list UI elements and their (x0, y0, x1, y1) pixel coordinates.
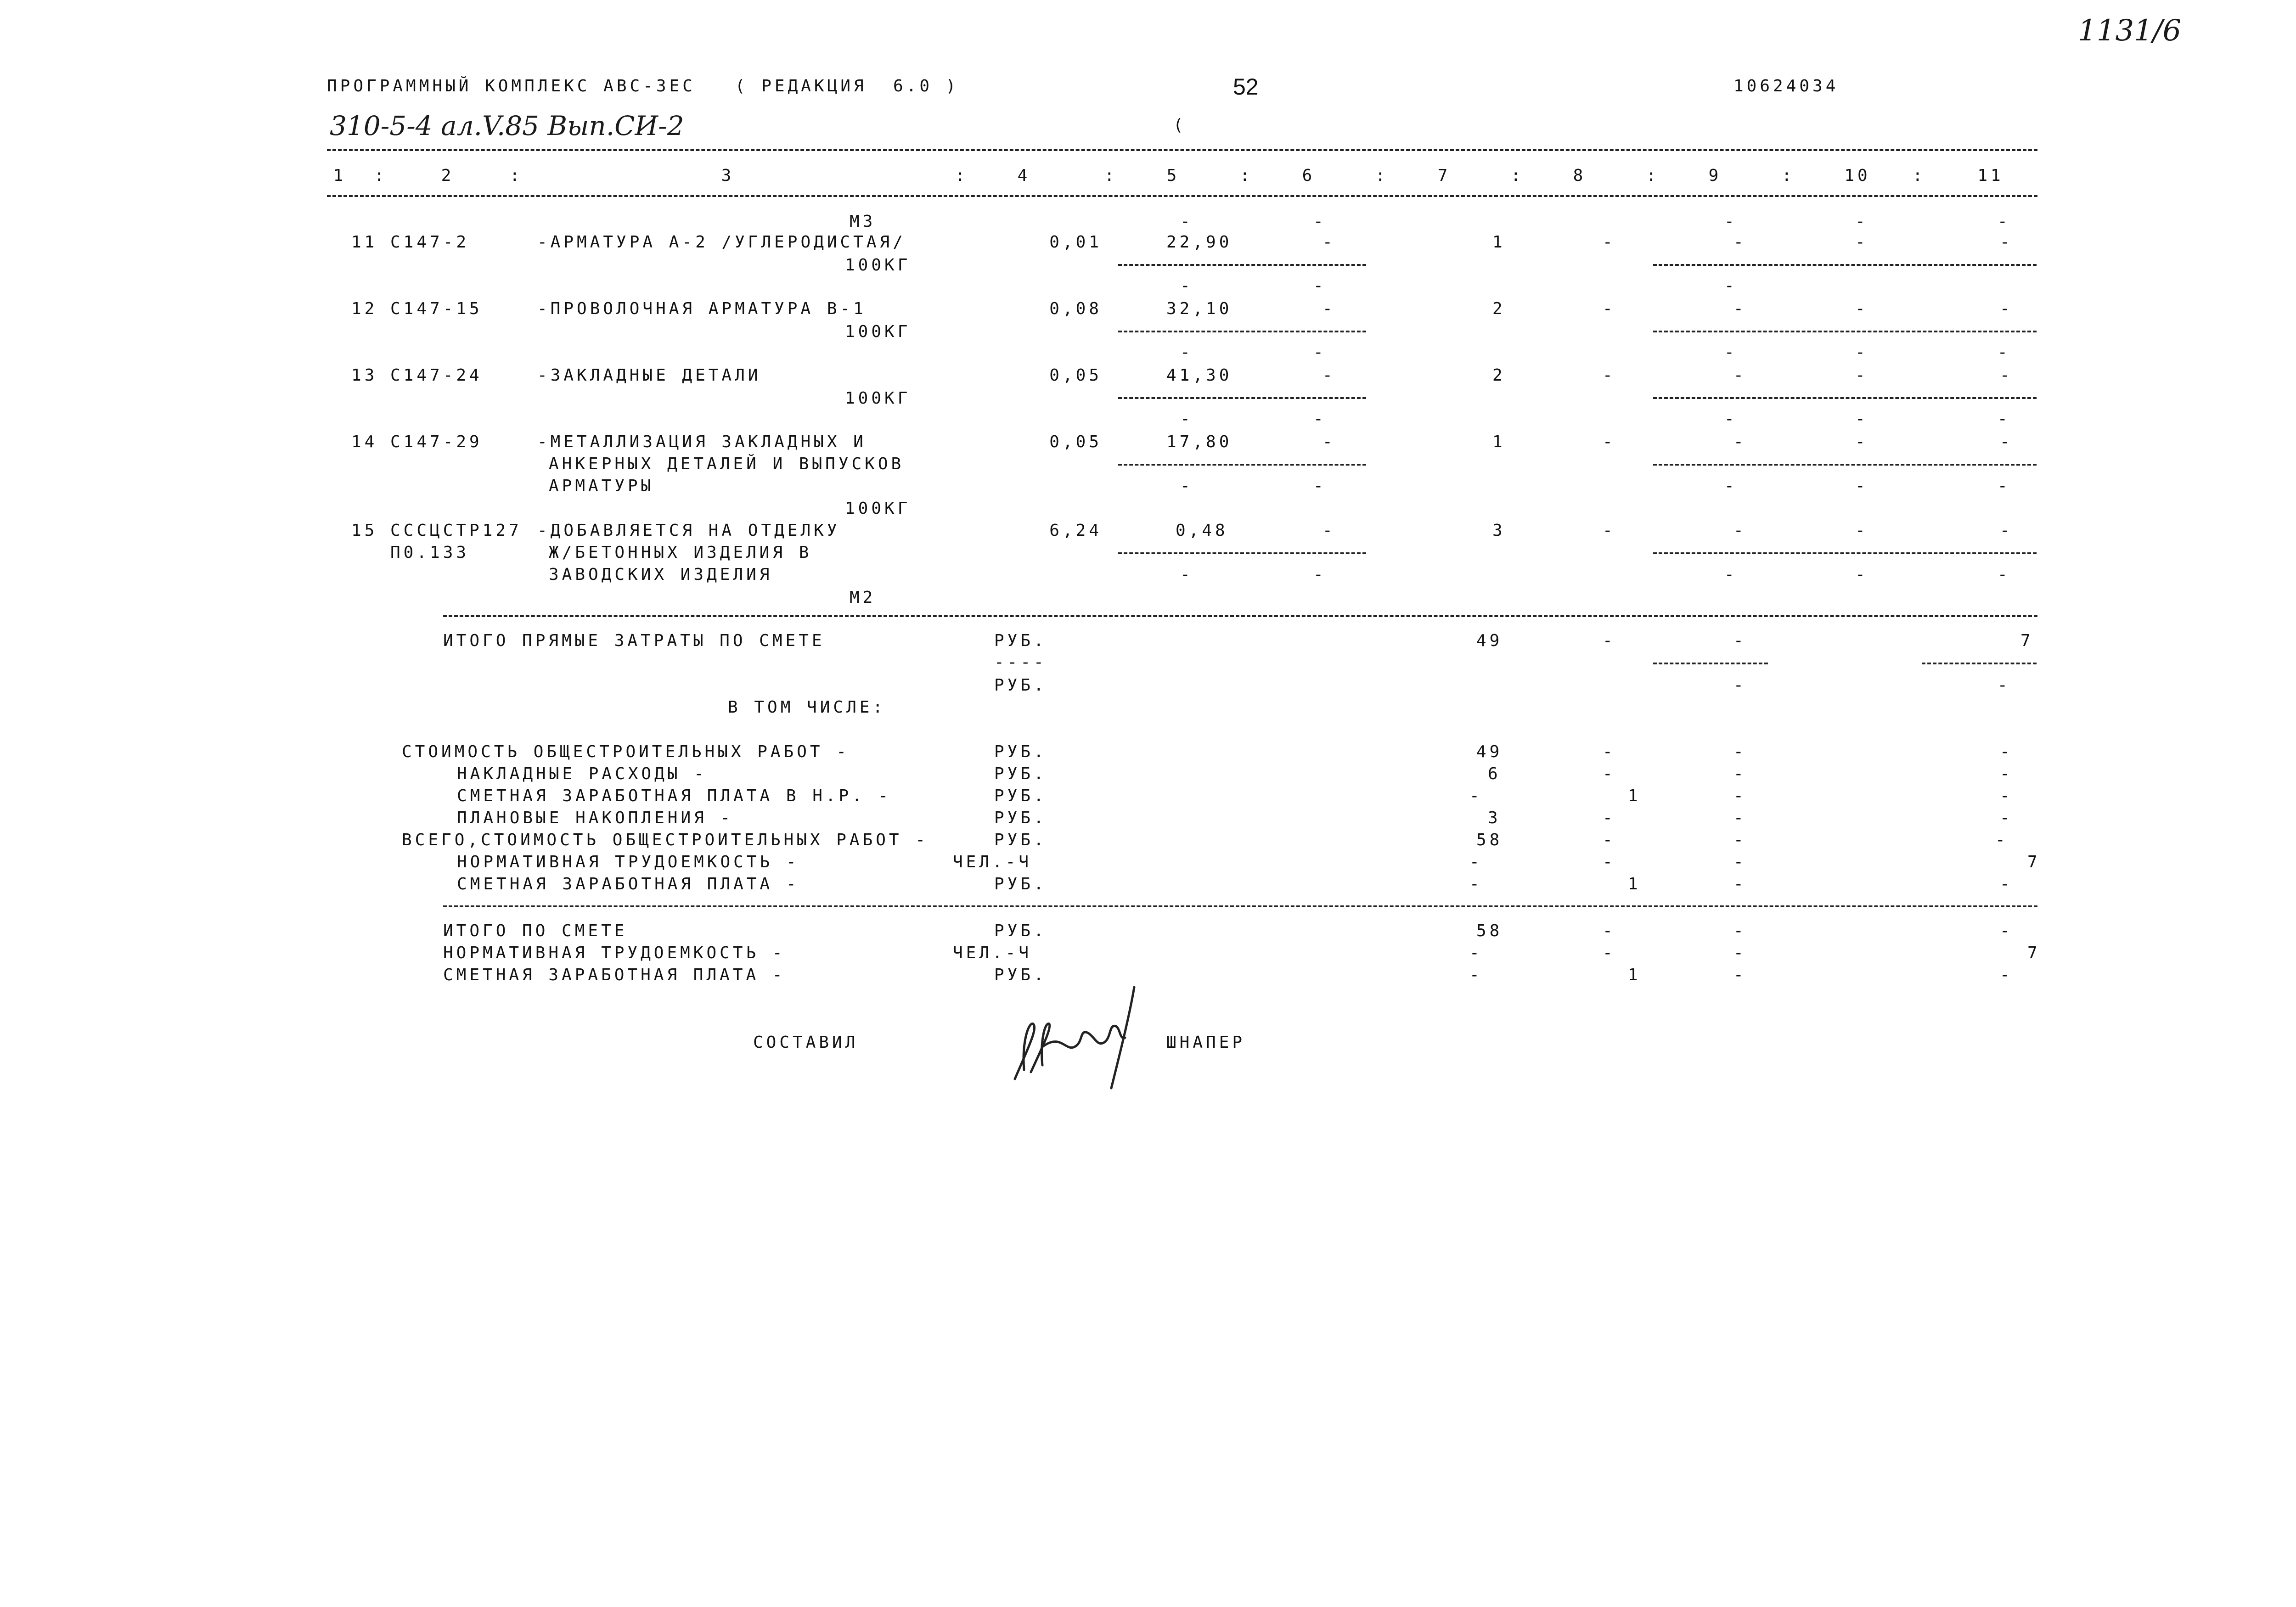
dash-mark: - (1855, 565, 1868, 584)
column-separator: : (1240, 166, 1253, 185)
summary-col7: 3 (1488, 809, 1501, 827)
dash-mark: - (1733, 631, 1747, 650)
total-unit: РУБ. (994, 966, 1047, 984)
program-title: ПРОГРАММНЫЙ КОМПЛЕКС АВС-3ЕС ( РЕДАКЦИЯ 6.0 ) (327, 77, 959, 96)
dash-mark: - (1855, 343, 1868, 362)
dash-mark: - (1603, 521, 1616, 540)
total-col8: - (1603, 944, 1616, 962)
row-col7: 3 (1492, 521, 1506, 540)
total-label: СМЕТНАЯ ЗАРАБОТНАЯ ПЛАТА - (443, 966, 786, 984)
dash-mark: - (1724, 565, 1738, 584)
column-separator: : (510, 166, 523, 185)
row-number: 15 (351, 521, 378, 540)
rule-segment (1118, 264, 1366, 266)
row-price: 32,10 (1166, 299, 1232, 318)
row-price: 0,48 (1176, 521, 1228, 540)
page-number: 52 (1233, 74, 1259, 100)
summary-col9: - (1733, 831, 1747, 849)
rule-segment (1653, 552, 2037, 554)
total-col9: - (1733, 921, 1747, 940)
rule-segment (1653, 464, 2037, 466)
row-number: 12 (351, 299, 378, 318)
stray-mark: ( (1173, 116, 1187, 135)
row-name-continued: АНКЕРНЫХ ДЕТАЛЕЙ И ВЫПУСКОВ (549, 455, 905, 473)
dash-mark: - (2000, 233, 2013, 252)
dash-mark: - (2000, 433, 2013, 451)
summary-col9: - (1733, 764, 1747, 783)
total-label: ИТОГО ПО СМЕТЕ (443, 921, 628, 940)
summary-col11: 7 (2027, 853, 2041, 871)
summary-col11: - (2000, 764, 2013, 783)
summary-col11: - (2000, 875, 2013, 893)
summary-col9: - (1733, 853, 1747, 871)
rule-segment (1653, 663, 1768, 664)
unit-label: РУБ. (994, 631, 1047, 650)
dash-mark: - (1855, 477, 1868, 495)
row-quantity: 0,08 (1049, 299, 1102, 318)
dash-mark: - (1180, 343, 1193, 362)
row-code-continued: П0.133 (390, 543, 470, 562)
total-label: НОРМАТИВНАЯ ТРУДОЕМКОСТЬ - (443, 944, 786, 962)
summary-unit: РУБ. (994, 875, 1047, 893)
dash-mark: - (1733, 433, 1747, 451)
rule-top (327, 149, 2037, 151)
summary-col11: - (2000, 742, 2013, 761)
row-code: С147-29 (390, 433, 483, 451)
dash-mark: - (1724, 276, 1738, 295)
column-header-6: 6 (1302, 166, 1316, 185)
row-name: -МЕТАЛЛИЗАЦИЯ ЗАКЛАДНЫХ И (537, 433, 867, 451)
dash-mark: - (1322, 366, 1336, 385)
dash-mark: - (1998, 410, 2011, 428)
dash-mark: - (1733, 366, 1747, 385)
summary-col7: 49 (1476, 742, 1503, 761)
rule-header-bottom (327, 195, 2037, 197)
dash-mark: - (1855, 410, 1868, 428)
summary-unit: ЧЕЛ.-Ч (953, 853, 1032, 871)
dash-mark: - (1603, 299, 1616, 318)
dash-mark: - (1855, 521, 1868, 540)
dash-mark: - (1313, 343, 1327, 362)
dash-mark: - (1733, 233, 1747, 252)
column-header-2: 2 (441, 166, 455, 185)
column-separator: : (1913, 166, 1926, 185)
dash-mark: - (1998, 676, 2011, 695)
dash-mark: - (2000, 366, 2013, 385)
dash-mark: - (1322, 299, 1336, 318)
total-unit: РУБ. (994, 921, 1047, 940)
dash-mark: - (1322, 521, 1336, 540)
row-quantity: 0,01 (1049, 233, 1102, 252)
summary-label: СМЕТНАЯ ЗАРАБОТНАЯ ПЛАТА В Н.Р. - (457, 787, 892, 805)
summary-col11: - (2000, 787, 2013, 805)
column-separator: : (1646, 166, 1660, 185)
row-number: 14 (351, 433, 378, 451)
row-code: С147-24 (390, 366, 483, 385)
column-header-11: 11 (1977, 166, 2004, 185)
row-unit: 100КГ (845, 256, 911, 275)
column-header-10: 10 (1844, 166, 1871, 185)
total-col9: - (1733, 966, 1747, 984)
dash-mark: - (1733, 676, 1747, 695)
summary-label: НАКЛАДНЫЕ РАСХОДЫ - (457, 764, 707, 783)
summary-col7: 6 (1488, 764, 1501, 783)
summary-unit: РУБ. (994, 764, 1047, 783)
total-col11: 7 (2027, 944, 2041, 962)
dash-mark: - (1724, 343, 1738, 362)
dash-mark: - (1855, 233, 1868, 252)
total-col9: - (1733, 944, 1747, 962)
rule-segment (1118, 331, 1366, 332)
column-header-4: 4 (1017, 166, 1031, 185)
total-col8: 1 (1628, 966, 1641, 984)
row-number: 11 (351, 233, 378, 252)
dash-mark: - (2000, 521, 2013, 540)
summary-col7: 58 (1476, 831, 1503, 849)
column-header-7: 7 (1437, 166, 1451, 185)
handwritten-reference: 310-5-4 ал.V.85 Вып.СИ-2 (330, 110, 684, 141)
rule-segment (1118, 464, 1366, 466)
summary-unit: РУБ. (994, 831, 1047, 849)
total-unit: ЧЕЛ.-Ч (953, 944, 1032, 962)
row-name: -ЗАКЛАДНЫЕ ДЕТАЛИ (537, 366, 761, 385)
column-separator: : (1782, 166, 1795, 185)
dash-mark: - (1603, 366, 1616, 385)
row-name: -АРМАТУРА А-2 /УГЛЕРОДИСТАЯ/ (537, 233, 906, 252)
dash-mark: - (1855, 212, 1868, 231)
dash-mark: - (1603, 631, 1616, 650)
row-col7: 1 (1492, 433, 1506, 451)
column-header-3: 3 (721, 166, 735, 185)
unit-label: РУБ. (994, 676, 1047, 695)
direct-costs-col11: 7 (2020, 631, 2034, 650)
row-quantity: 6,24 (1049, 521, 1102, 540)
rule-segment (1653, 397, 2037, 399)
dash-mark: - (1724, 477, 1738, 495)
row-col7: 2 (1492, 366, 1506, 385)
dash-mark: - (1603, 233, 1616, 252)
column-header-8: 8 (1573, 166, 1587, 185)
dash-mark: - (1322, 433, 1336, 451)
summary-col8: - (1603, 853, 1616, 871)
summary-label: ПЛАНОВЫЕ НАКОПЛЕНИЯ - (457, 809, 734, 827)
summary-col11: - (1995, 831, 2009, 849)
signature-image (996, 978, 1171, 1093)
summary-unit: РУБ. (994, 742, 1047, 761)
dash-mark: - (1733, 521, 1747, 540)
column-header-5: 5 (1166, 166, 1180, 185)
dash-mark: - (1313, 276, 1327, 295)
dash-mark: - (1855, 366, 1868, 385)
document-code: 10624034 (1733, 77, 1839, 96)
dash-mark: - (1855, 299, 1868, 318)
summary-col7: - (1469, 787, 1483, 805)
unit-dash: ---- (994, 653, 1047, 672)
column-separator: : (1375, 166, 1389, 185)
summary-label: СТОИМОСТЬ ОБЩЕСТРОИТЕЛЬНЫХ РАБОТ - (402, 742, 850, 761)
dash-mark: - (1313, 212, 1327, 231)
row-unit: 100КГ (845, 322, 911, 341)
dash-mark: - (1603, 433, 1616, 451)
total-col7: - (1469, 966, 1483, 984)
row-code: С147-2 (390, 233, 470, 252)
dash-mark: - (1998, 477, 2011, 495)
summary-label: НОРМАТИВНАЯ ТРУДОЕМКОСТЬ - (457, 853, 799, 871)
dash-mark: - (2000, 299, 2013, 318)
row-name-continued: ЗАВОДСКИХ ИЗДЕЛИЯ (549, 565, 773, 584)
rule-segment (1653, 331, 2037, 332)
total-col7: 58 (1476, 921, 1503, 940)
row-code: С147-15 (390, 299, 483, 318)
column-separator: : (374, 166, 388, 185)
rule-segment (1922, 663, 2037, 664)
column-header-9: 9 (1708, 166, 1722, 185)
total-col8: - (1603, 921, 1616, 940)
row-code: СССЦСТР127 (390, 521, 522, 540)
summary-label: ВСЕГО,СТОИМОСТЬ ОБЩЕСТРОИТЕЛЬНЫХ РАБОТ - (402, 831, 929, 849)
row-col7: 1 (1492, 233, 1506, 252)
dash-mark: - (1733, 299, 1747, 318)
summary-col11: - (2000, 809, 2013, 827)
row-unit: 100КГ (845, 389, 911, 408)
row-unit: 100КГ (845, 499, 911, 518)
total-col11: - (2000, 921, 2013, 940)
summary-col8: - (1603, 742, 1616, 761)
row-name: -ДОБАВЛЯЕТСЯ НА ОТДЕЛКУ (537, 521, 840, 540)
row-col7: 2 (1492, 299, 1506, 318)
row-number: 13 (351, 366, 378, 385)
summary-col9: - (1733, 787, 1747, 805)
summary-col7: - (1469, 875, 1483, 893)
summary-col9: - (1733, 809, 1747, 827)
dash-mark: - (1313, 477, 1327, 495)
row-price: 41,30 (1166, 366, 1232, 385)
summary-col8: - (1603, 809, 1616, 827)
unit-label: М3 (850, 212, 876, 231)
dash-mark: - (1998, 343, 2011, 362)
dash-mark: - (1180, 477, 1193, 495)
dash-mark: - (1180, 212, 1193, 231)
column-header-1: 1 (333, 166, 347, 185)
row-name: -ПРОВОЛОЧНАЯ АРМАТУРА В-1 (537, 299, 867, 318)
row-name-continued: Ж/БЕТОННЫХ ИЗДЕЛИЯ В (549, 543, 812, 562)
rule-items-bottom (443, 615, 2037, 617)
row-quantity: 0,05 (1049, 433, 1102, 451)
summary-unit: РУБ. (994, 809, 1047, 827)
summary-col8: - (1603, 831, 1616, 849)
summary-col9: - (1733, 742, 1747, 761)
dash-mark: - (1724, 212, 1738, 231)
corner-note: 1131/6 (2078, 14, 2182, 48)
compiler-name: ШНАПЕР (1166, 1033, 1246, 1052)
rule-segment (1653, 264, 2037, 266)
rule-segment (1118, 397, 1366, 399)
summary-unit: РУБ. (994, 787, 1047, 805)
row-quantity: 0,05 (1049, 366, 1102, 385)
column-separator: : (1511, 166, 1524, 185)
dash-mark: - (1313, 565, 1327, 584)
rule-segment (1118, 552, 1366, 554)
direct-costs-col7: 49 (1476, 631, 1503, 650)
total-col7: - (1469, 944, 1483, 962)
dash-mark: - (1313, 410, 1327, 428)
total-col11: - (2000, 966, 2013, 984)
rule-summary-bottom (443, 905, 2037, 907)
row-price: 22,90 (1166, 233, 1232, 252)
row-name-continued: АРМАТУРЫ (549, 477, 654, 495)
summary-label: СМЕТНАЯ ЗАРАБОТНАЯ ПЛАТА - (457, 875, 799, 893)
including-heading: В ТОМ ЧИСЛЕ: (728, 698, 886, 717)
dash-mark: - (1180, 410, 1193, 428)
dash-mark: - (1998, 212, 2011, 231)
row-unit: М2 (850, 588, 876, 607)
summary-col8: 1 (1628, 787, 1641, 805)
row-price: 17,80 (1166, 433, 1232, 451)
direct-costs-label: ИТОГО ПРЯМЫЕ ЗАТРАТЫ ПО СМЕТЕ (443, 631, 825, 650)
compiled-by-label: СОСТАВИЛ (753, 1033, 859, 1052)
dash-mark: - (1855, 433, 1868, 451)
dash-mark: - (1724, 410, 1738, 428)
dash-mark: - (1180, 276, 1193, 295)
column-separator: : (955, 166, 968, 185)
column-separator: : (1104, 166, 1118, 185)
dash-mark: - (1998, 565, 2011, 584)
dash-mark: - (1322, 233, 1336, 252)
summary-col8: 1 (1628, 875, 1641, 893)
summary-col7: - (1469, 853, 1483, 871)
dash-mark: - (1180, 565, 1193, 584)
summary-col9: - (1733, 875, 1747, 893)
summary-col8: - (1603, 764, 1616, 783)
